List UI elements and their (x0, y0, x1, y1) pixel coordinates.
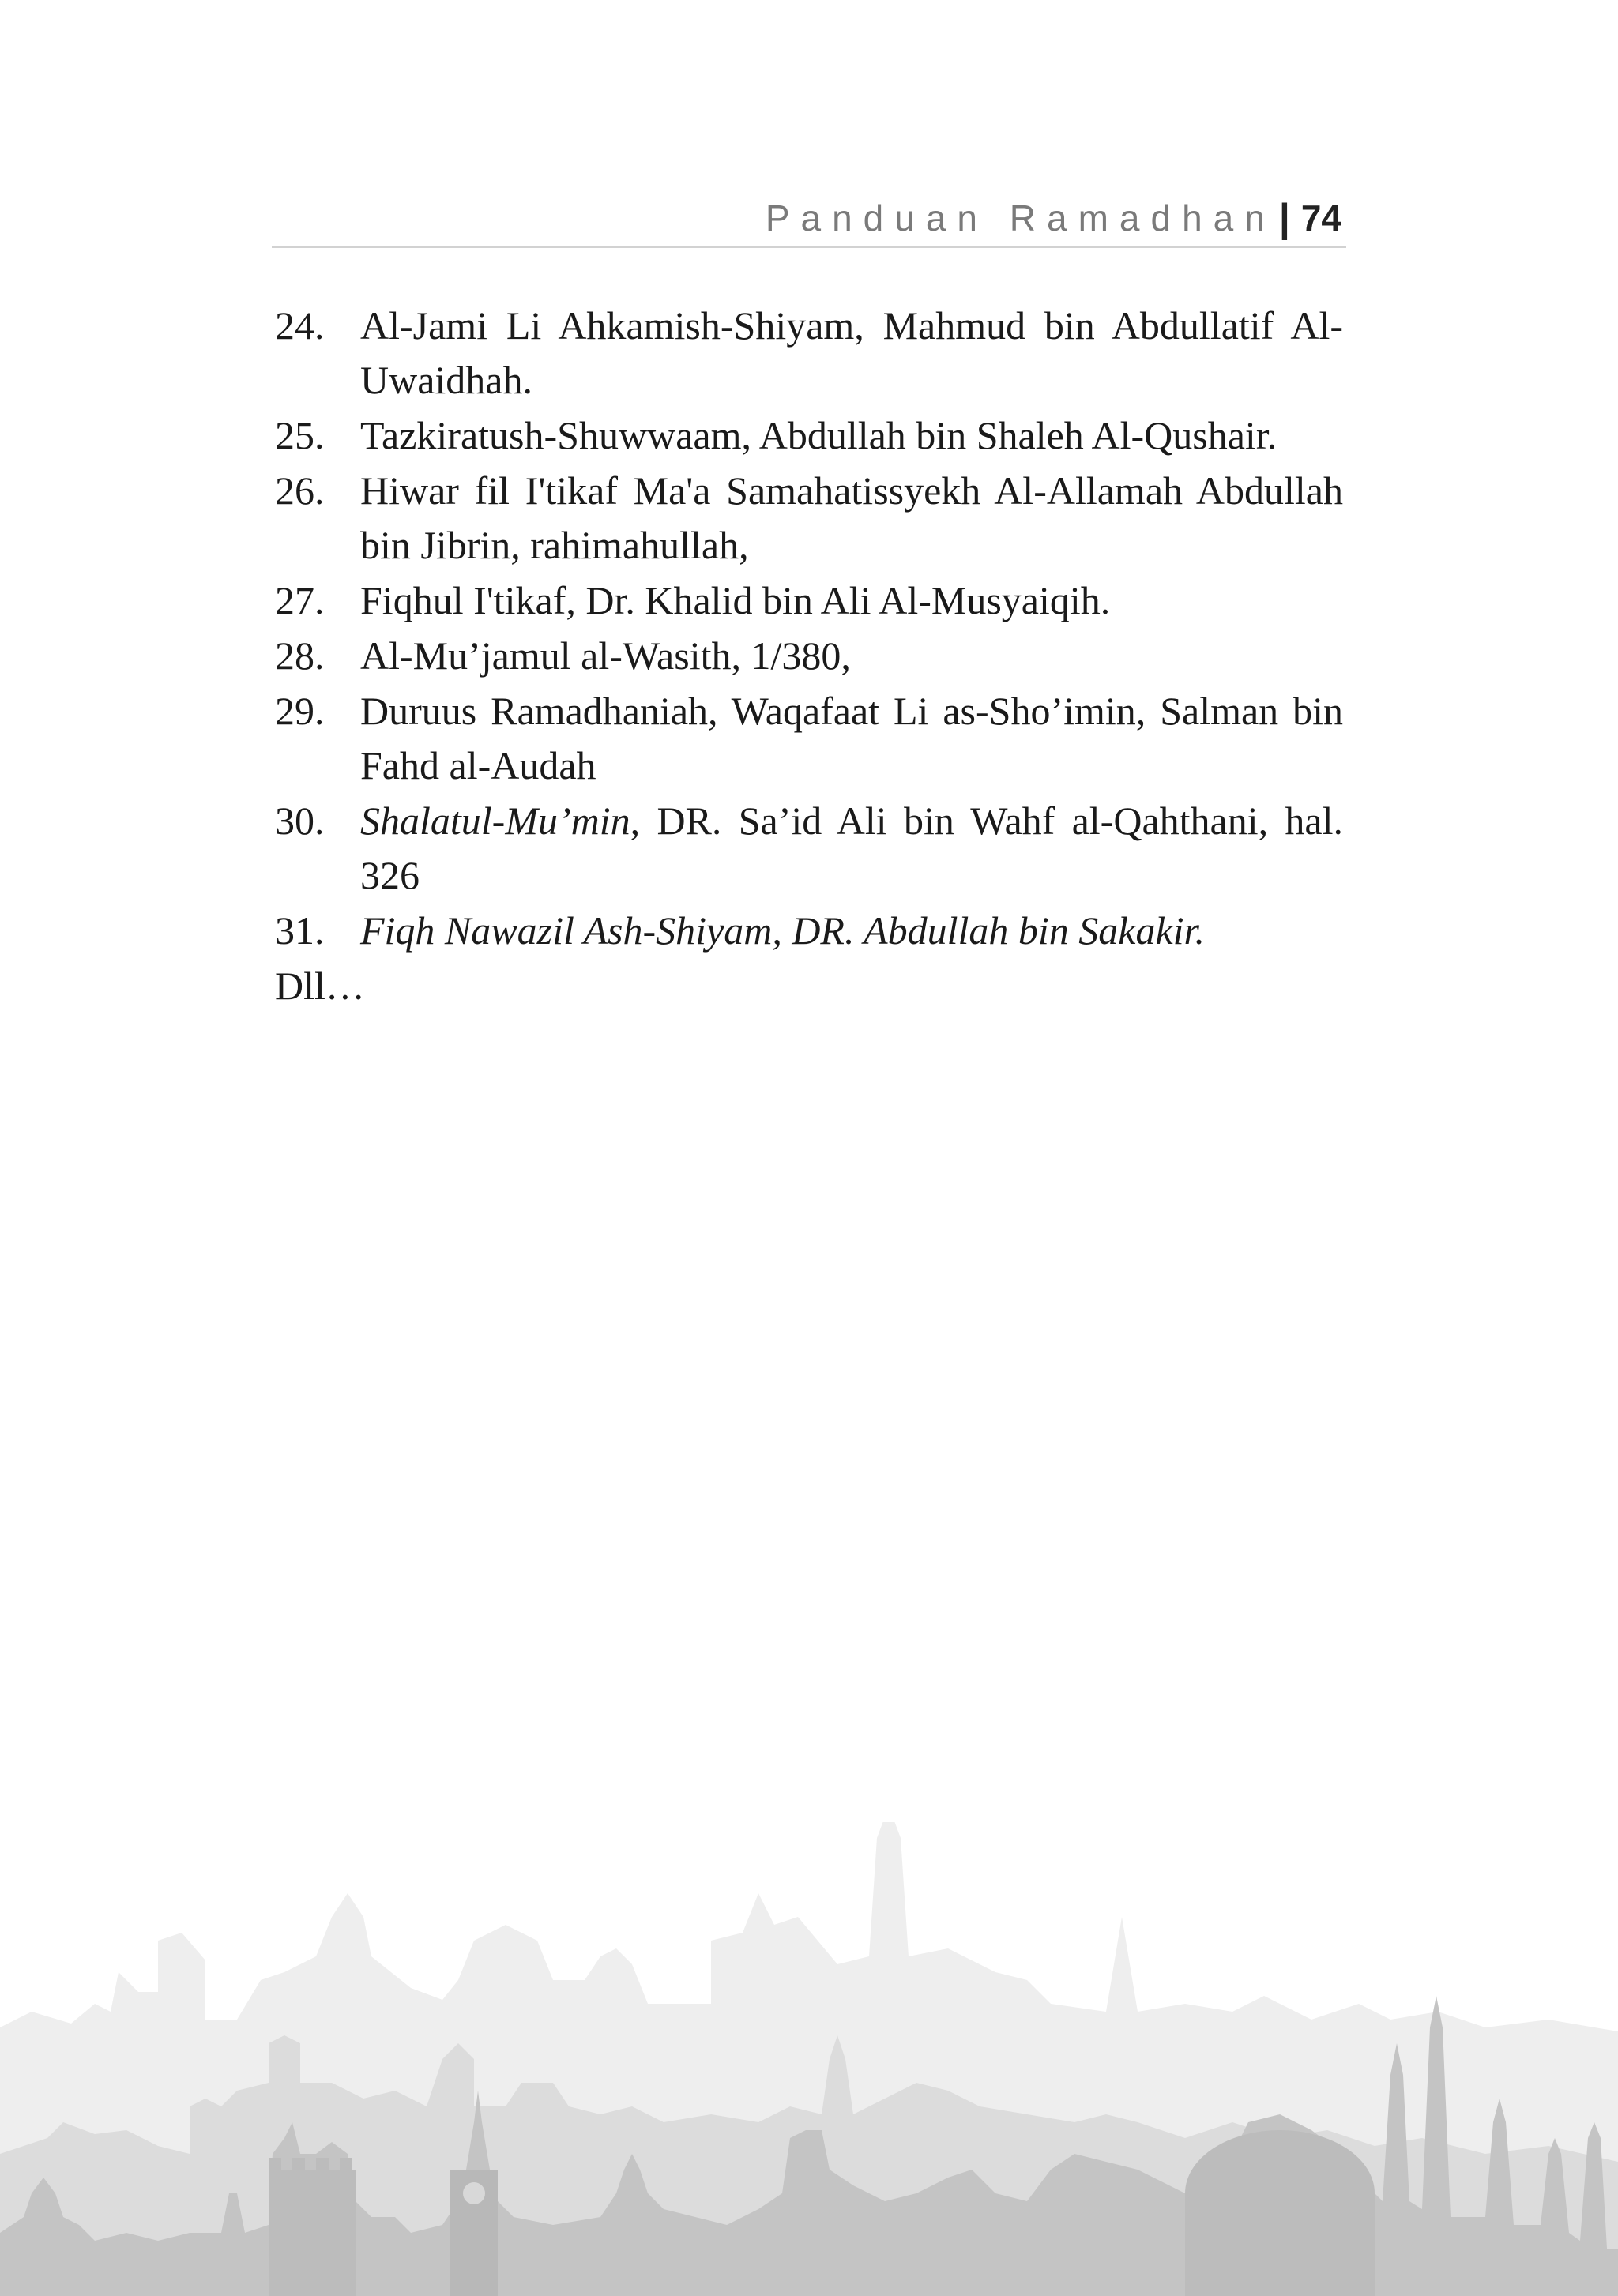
list-item (275, 299, 1343, 408)
list-item (275, 573, 1343, 628)
item-text: Duruus Ramadhaniah, Waqafaat Li as-Sho’imin, Salman bin Fahd al-Audah (360, 689, 1343, 787)
item-number: 25. (275, 413, 325, 457)
mosque-dome (1185, 2130, 1375, 2296)
list-item (275, 464, 1343, 573)
item-text: Fiqh Nawazil Ash-Shiyam, DR. Abdullah bin Sakakir. (360, 908, 1205, 953)
list-item (275, 794, 1343, 903)
item-number: 28. (275, 633, 325, 678)
item-number: 30. (275, 799, 325, 843)
item-text: Al-Jami Li Ahkamish-Shiyam, Mahmud bin Abdullatif Al-Uwaidhah. (360, 303, 1343, 402)
city-skyline-illustration (0, 1822, 1618, 2296)
item-text-rest: , DR. Sa’id Ali bin Wahf al-Qahthani, hal. 326 (360, 799, 1343, 897)
item-text: Al-Mu’jamul al-Wasith, 1/380, (360, 633, 851, 678)
list-item (275, 904, 1343, 958)
item-number: 29. (275, 689, 325, 733)
item-text: Tazkiratush-Shuwwaam, Abdullah bin Shaleh Al-Qushair. (360, 413, 1277, 457)
page-number: 74 (1300, 197, 1341, 239)
item-number: 27. (275, 578, 325, 622)
header-separator: | (1278, 196, 1290, 240)
item-text: Hiwar fil I'tikaf Ma'a Samahatissyekh Al-Allamah Abdullah bin Jibrin, rahimahullah, (360, 468, 1343, 567)
item-text (360, 794, 1343, 903)
closing-text: Dll… (275, 964, 365, 1008)
item-number: 24. (275, 303, 325, 348)
list-item (275, 629, 1343, 683)
item-number: 31. (275, 908, 325, 953)
item-text: Fiqhul I'tikaf, Dr. Khalid bin Ali Al-Musyaiqih. (360, 578, 1111, 622)
list-item (275, 408, 1343, 463)
item-number: 26. (275, 468, 325, 513)
reference-list (275, 299, 1343, 1013)
item-title-italic: Shalatul-Mu’min (360, 799, 630, 843)
running-header (272, 190, 1346, 248)
running-title: Panduan Ramadhan (765, 197, 1276, 239)
castle-block (269, 2158, 356, 2296)
clock-tower (450, 2170, 498, 2296)
list-item (275, 684, 1343, 793)
